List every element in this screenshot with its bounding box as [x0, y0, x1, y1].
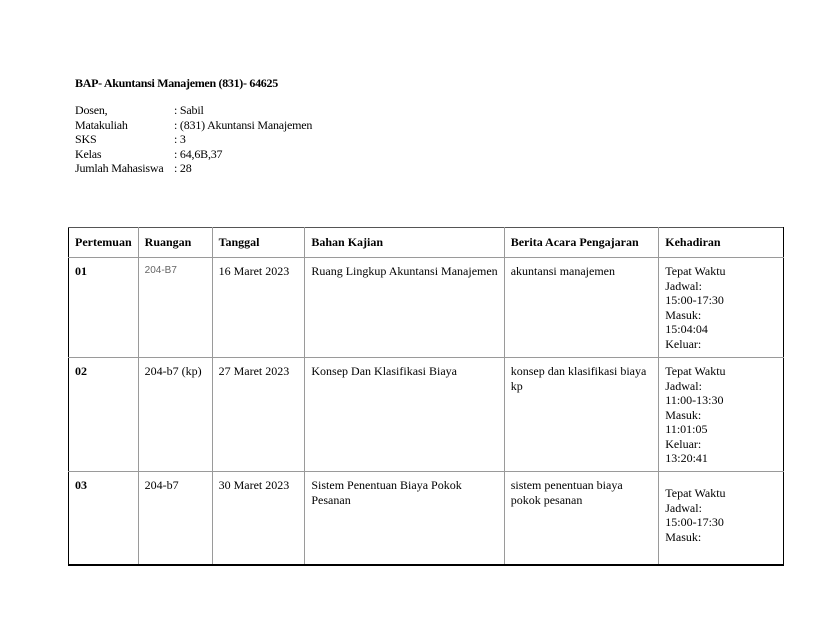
meta-row-dosen — [75, 103, 312, 118]
cell-bahan-kajian: Konsep Dan Klasifikasi Biaya — [305, 358, 504, 472]
kehadiran-status: Tepat Waktu — [665, 486, 726, 500]
meta-row-jumlah-mahasiswa — [75, 161, 312, 176]
meta-label: Dosen, — [75, 103, 108, 117]
cell-berita-acara: konsep dan klasifikasi biaya kp — [504, 358, 659, 472]
kehadiran-line: Jadwal: — [665, 500, 702, 515]
attendance-table — [68, 227, 784, 566]
table-row — [69, 472, 784, 566]
column-header-kehadiran: Kehadiran — [659, 228, 784, 258]
document-meta — [75, 103, 312, 176]
cell-ruangan: 204-B7 — [138, 258, 212, 358]
cell-tanggal: 27 Maret 2023 — [212, 358, 305, 472]
kehadiran-line: Keluar: — [665, 436, 702, 451]
meta-value: : 3 — [174, 132, 186, 146]
cell-pertemuan: 02 — [69, 358, 139, 472]
table-row — [69, 258, 784, 358]
meta-value: : 28 — [174, 161, 192, 175]
kehadiran-status: Tepat Waktu — [665, 364, 726, 378]
cell-ruangan: 204-b7 (kp) — [138, 358, 212, 472]
column-header-tanggal: Tanggal — [212, 228, 305, 258]
cell-ruangan: 204-b7 — [138, 472, 212, 566]
kehadiran-line: Keluar: — [665, 336, 702, 351]
kehadiran-line: 15:00-17:30 — [665, 293, 724, 307]
kehadiran-status: Tepat Waktu — [665, 264, 726, 278]
meta-label: Kelas — [75, 146, 102, 161]
meta-row-matakuliah — [75, 118, 312, 133]
meta-value: : (831) Akuntansi Manajemen — [174, 117, 313, 132]
cell-pertemuan: 01 — [69, 258, 139, 358]
kehadiran-line: 15:00-17:30 — [665, 515, 724, 529]
kehadiran-line: 11:00-13:30 — [665, 393, 724, 407]
cell-tanggal: 30 Maret 2023 — [212, 472, 305, 566]
table-row — [69, 358, 784, 472]
cell-bahan-kajian: Ruang Lingkup Akuntansi Manajemen — [305, 258, 504, 358]
kehadiran-line: Jadwal: — [665, 278, 702, 293]
column-header-ruangan: Ruangan — [138, 228, 212, 258]
cell-kehadiran — [659, 258, 784, 358]
meta-row-kelas — [75, 147, 312, 162]
kehadiran-line: Masuk: — [665, 407, 702, 422]
document-title: BAP- Akuntansi Manajemen (831)- 64625 — [75, 76, 278, 90]
cell-berita-acara: akuntansi manajemen — [504, 258, 659, 358]
kehadiran-line: Jadwal: — [665, 378, 702, 393]
kehadiran-line: 15:04:04 — [665, 322, 708, 336]
table-header-row — [69, 228, 784, 258]
meta-label: SKS — [75, 132, 97, 146]
kehadiran-line: 11:01:05 — [665, 422, 708, 436]
column-header-berita-acara: Berita Acara Pengajaran — [504, 228, 659, 258]
meta-value: : Sabil — [174, 103, 204, 117]
cell-tanggal: 16 Maret 2023 — [212, 258, 305, 358]
column-header-pertemuan: Pertemuan — [69, 228, 139, 258]
cell-pertemuan: 03 — [69, 472, 139, 566]
cell-kehadiran — [659, 358, 784, 472]
meta-label: Matakuliah — [75, 117, 128, 132]
cell-kehadiran — [659, 472, 784, 566]
kehadiran-line: Masuk: — [665, 307, 702, 322]
cell-berita-acara: sistem penentuan biaya pokok pesanan — [504, 472, 659, 566]
meta-row-sks — [75, 132, 312, 147]
cell-bahan-kajian: Sistem Penentuan Biaya Pokok Pesanan — [305, 472, 504, 566]
kehadiran-line: 13:20:41 — [665, 451, 708, 465]
meta-label: Jumlah Mahasiswa — [75, 161, 164, 175]
kehadiran-line: Masuk: — [665, 529, 702, 544]
meta-value: : 64,6B,37 — [174, 146, 223, 161]
column-header-bahan-kajian: Bahan Kajian — [305, 228, 504, 258]
